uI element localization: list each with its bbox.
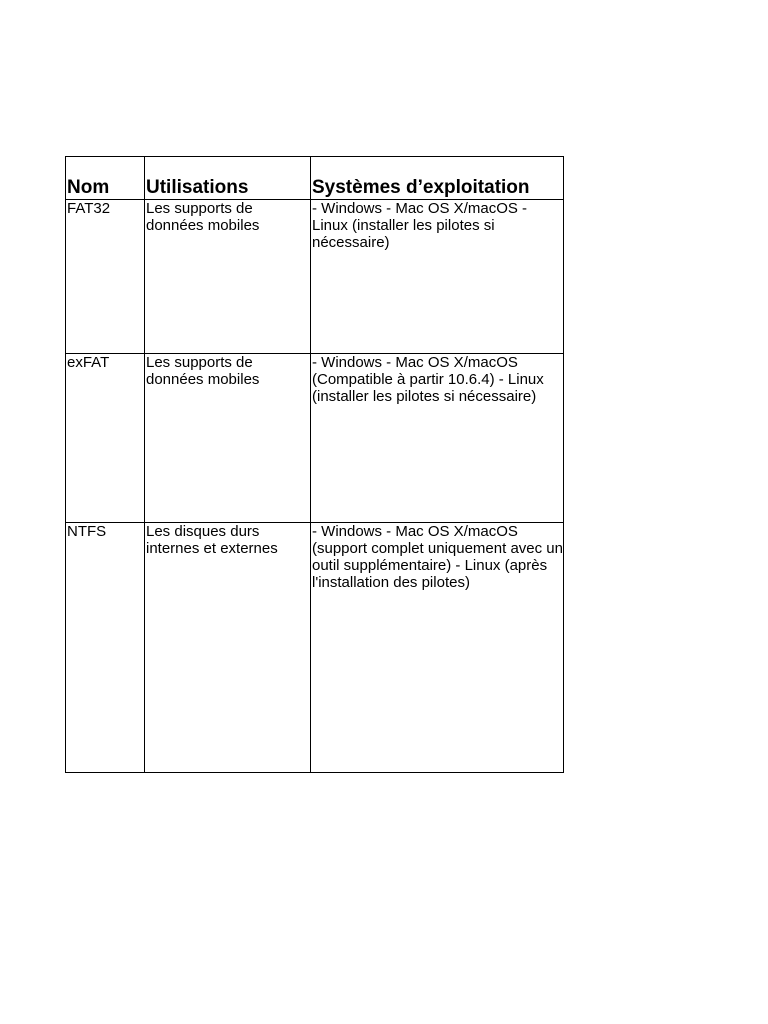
cell-nom: exFAT (66, 354, 145, 523)
file-systems-table (65, 156, 564, 773)
cell-utilisations: Les supports de données mobiles (145, 200, 311, 354)
table-row (66, 523, 564, 773)
header-systemes: Systèmes d’exploitation (311, 157, 564, 200)
cell-nom: NTFS (66, 523, 145, 773)
cell-systemes: - Windows - Mac OS X/macOS - Linux (installer les pilotes si nécessaire) (311, 200, 564, 354)
header-nom: Nom (66, 157, 145, 200)
table-row (66, 354, 564, 523)
cell-systemes: - Windows - Mac OS X/macOS (support complet uniquement avec un outil supplémentaire) - Linux (après l'installation des pilotes) (311, 523, 564, 773)
cell-utilisations: Les disques durs internes et externes (145, 523, 311, 773)
table-header-row (66, 157, 564, 200)
cell-nom: FAT32 (66, 200, 145, 354)
cell-utilisations: Les supports de données mobiles (145, 354, 311, 523)
table-row (66, 200, 564, 354)
cell-systemes: - Windows - Mac OS X/macOS (Compatible à partir 10.6.4) - Linux (installer les pilotes si nécessaire) (311, 354, 564, 523)
header-utilisations: Utilisations (145, 157, 311, 200)
